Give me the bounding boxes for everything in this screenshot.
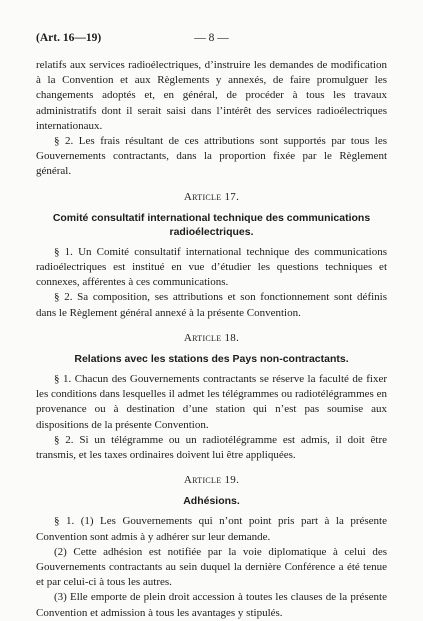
article-17-title: Comité consultatif international technique des communications radioélectriques.	[52, 211, 371, 238]
art19-paragraph-1: § 1. (1) Les Gouvernements qui n’ont point pris part à la présente Convention sont admis à y adhérer sur leur demande.	[36, 515, 387, 543]
page-number: — 8 —	[194, 32, 229, 44]
document-body	[36, 58, 387, 621]
article-range: (Art. 16—19)	[36, 32, 102, 44]
art18-paragraph-2: § 2. Si un télégramme ou un radiotélégramme est admis, il doit être transmis, et les taxes ordinaires doivent lui être appliquées.	[36, 433, 387, 462]
article-17-label: Article 17.	[183, 190, 240, 203]
article-18-title: Relations avec les stations des Pays non-contractants.	[74, 353, 349, 366]
art17-paragraph-2: § 2. Sa composition, ses attributions et son fonctionnement sont définis dans le Règlement général annexé à la présente Convention.	[36, 291, 387, 319]
art17-paragraph-1: § 1. Un Comité consultatif international technique des communications radioélectriques est institué en vue d’étudier les questions techniques et connexes, afférentes à ces communications.	[36, 245, 387, 289]
article-18-label: Article 18.	[183, 331, 240, 344]
page-header	[36, 32, 387, 48]
article-19-title: Adhésions.	[183, 495, 240, 508]
art19-paragraph-2: (2) Cette adhésion est notifiée par la voie diplomatique à celui des Gouvernements contractants au sein duquel la dernière Conférence a été tenue et par celui-ci à tous les autres.	[36, 545, 387, 589]
art19-paragraph-3: (3) Elle emporte de plein droit accession à toutes les clauses de la présente Convention et admission à tous les avantages y stipulés.	[36, 591, 387, 619]
art18-paragraph-1: § 1. Chacun des Gouvernements contractants se réserve la faculté de fixer les conditions dans lesquelles il admet les télégrammes ou radiotélégrammes en provenance ou à destination d’une station qui n’est pas soumise aux dispositions de la présente Convention.	[36, 373, 387, 431]
art16-paragraph-continued: relatifs aux services radioélectriques, d’instruire les demandes de modification à la Convention et aux Règlements y annexés, de faire promulguer les changements adoptés et, en général, de procéder à tous les travaux administratifs dont il serait saisi dans l’intérêt des services radioélectriques internationaux.	[36, 59, 387, 132]
article-19-label: Article 19.	[183, 474, 240, 487]
art16-paragraph-2: § 2. Les frais résultant de ces attributions sont supportés par tous les Gouvernements contractants, dans la proportion fixée par le Règlement général.	[36, 135, 387, 178]
